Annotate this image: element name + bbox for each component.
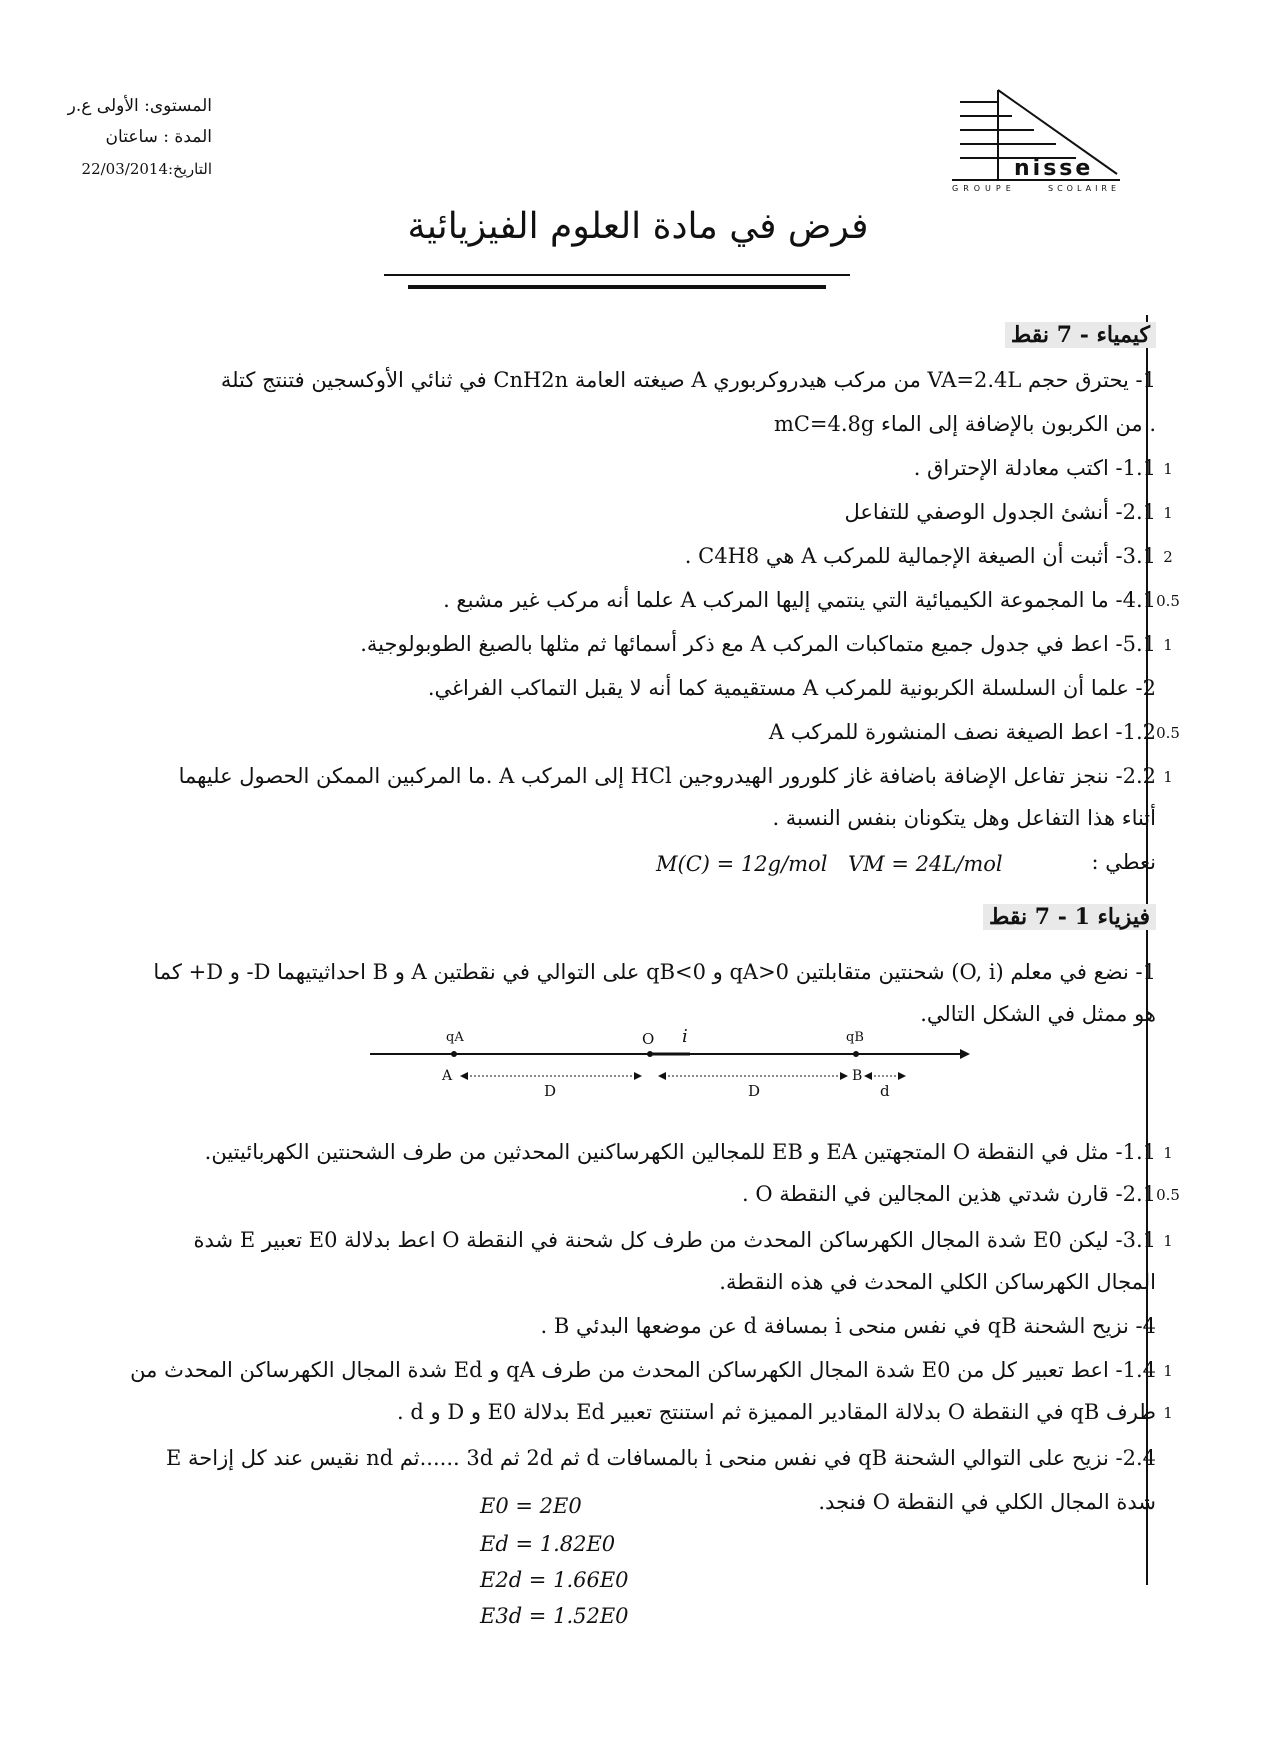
points-phys-q11: 1	[1163, 1144, 1173, 1162]
phys-q14-line1: 1.4- اعط تعبير كل من E0 شدة المجال الكهرساكن المحدث من طرف qA و Ed شدة المجال الكهرساكن المحدث من	[130, 1358, 1156, 1382]
points-phys-q21: 0.5	[1156, 1186, 1180, 1204]
phys-q21: 2.1- قارن شدتي هذين المجالين في النقطة O .	[742, 1182, 1156, 1206]
page-title: فرض في مادة العلوم الفيزيائية	[407, 206, 869, 247]
phys-q4: 4- نزيح الشحنة qB في نفس منحى i بمسافة d عن موضعها البدئي B .	[540, 1314, 1156, 1338]
label-qA: qA	[446, 1030, 464, 1045]
chem-q12: 1.2- اعط الصيغة نصف المنشورة للمركب A	[768, 720, 1156, 744]
phys-q31-line2: المجال الكهرساكن الكلي المحدث في هذه النقطة.	[719, 1270, 1156, 1294]
label-d: d	[880, 1082, 890, 1100]
result-E2d: E2d = 1.66E0	[480, 1568, 629, 1592]
chem-q11: 1.1- اكتب معادلة الإحتراق .	[913, 456, 1156, 480]
label-i: i	[682, 1026, 688, 1047]
points-phys-q14b: 1	[1163, 1404, 1173, 1422]
logo-name: nisse	[1014, 156, 1094, 181]
phys-q24-line2: شدة المجال الكلي في النقطة O فنجد.	[818, 1490, 1156, 1514]
level-label: المستوى: الأولى ع.ر	[67, 96, 212, 116]
chemistry-heading: كيمياء - 7 نقط	[1005, 322, 1156, 348]
logo-graphic	[952, 82, 1122, 200]
chem-q2: 2- علما أن السلسلة الكربونية للمركب A مستقيمية كما أنه لا يقبل التماكب الفراغي.	[427, 676, 1156, 700]
points-chem-q41: 0.5	[1156, 592, 1180, 610]
duration-label: المدة : ساعتان	[105, 127, 212, 147]
school-logo	[952, 82, 1122, 200]
phys-q14-line2: طرف qB في النقطة O بدلالة المقادير المميزة ثم استنتج تعبير Ed بدلالة E0 و D و d .	[397, 1400, 1156, 1424]
title-underline-1	[384, 274, 850, 276]
phys-q24-line1: 2.4- نزيح على التوالي الشحنة qB في نفس منحى i بالمسافات d ثم 2d ثم 3d ......ثم nd نقيس عند كل إزاحة E	[166, 1446, 1156, 1470]
title-underline-2	[408, 285, 826, 289]
logo-left-word: GROUPE	[952, 184, 1016, 193]
chem-q22-line2: أثناء هذا التفاعل وهل يتكونان بنفس النسبة .	[772, 806, 1156, 830]
label-B: B	[852, 1068, 863, 1084]
label-qB: qB	[846, 1030, 864, 1045]
label-D2: D	[748, 1082, 761, 1100]
phys-q1-line2: هو ممثل في الشكل التالي.	[920, 1002, 1156, 1026]
chem-q51: 5.1- اعط في جدول جميع متماكبات المركب A مع ذكر أسمائها ثم مثلها بالصيغ الطوبولوجية.	[360, 632, 1156, 656]
chem-q1-line1: 1- يحترق حجم VA=2.4L من مركب هيدروكربوري A صيغته العامة CnH2n في ثنائي الأوكسجين فتنتج كتلة	[220, 368, 1156, 392]
chem-q31: 3.1- أثبت أن الصيغة الإجمالية للمركب A هي C4H8 .	[684, 544, 1156, 568]
result-E3d: E3d = 1.52E0	[480, 1604, 629, 1628]
points-chem-q31: 2	[1163, 548, 1173, 566]
points-chem-q22: 1	[1163, 768, 1173, 786]
given-label: نعطي :	[1091, 850, 1156, 874]
points-chem-q51: 1	[1163, 636, 1173, 654]
result-E0: E0 = 2E0	[480, 1494, 582, 1518]
axis-diagram	[370, 1026, 970, 1100]
given-volume: VM = 24L/mol	[848, 852, 1003, 876]
points-chem-q21: 1	[1163, 504, 1173, 522]
chem-q41: 4.1- ما المجموعة الكيميائية التي ينتمي إليها المركب A علما أنه مركب غير مشبع .	[443, 588, 1156, 612]
date-label: التاريخ:22/03/2014	[81, 160, 212, 178]
given-mass: M(C) = 12g/mol	[656, 852, 828, 876]
label-D1: D	[544, 1082, 557, 1100]
chem-q22-line1: 2.2- ننجز تفاعل الإضافة باضافة غاز كلورور الهيدروجين HCl إلى المركب A .ما المركبين الممكن الحصول عليهما	[178, 764, 1156, 788]
phys-q31-line1: 3.1- ليكن E0 شدة المجال الكهرساكن المحدث من طرف كل شحنة في النقطة O اعط بدلالة E0 تعبير E شدة	[193, 1228, 1156, 1252]
chem-q1-line2: mC=4.8g من الكربون بالإضافة إلى الماء .	[773, 412, 1156, 436]
chem-q21: 2.1- أنشئ الجدول الوصفي للتفاعل	[844, 500, 1156, 524]
label-A: A	[442, 1068, 453, 1084]
points-phys-q31: 1	[1163, 1232, 1173, 1250]
points-chem-q11: 1	[1163, 460, 1173, 478]
physics-heading: فيزياء 1 - 7 نقط	[983, 904, 1156, 930]
phys-q1-line1: 1- نضع في معلم (O, i) شحنتين متقابلتين qA>0 و qB<0 على التوالي في نقطتين A و B احداثيتيهما D- و D+ كما	[153, 960, 1156, 984]
points-chem-q12: 0.5	[1156, 724, 1180, 742]
phys-q11: 1.1- مثل في النقطة O المتجهتين EA و EB للمجالين الكهرساكنين المحدثين من طرف الشحنتين الكهربائيتين.	[204, 1140, 1156, 1164]
result-Ed: Ed = 1.82E0	[480, 1532, 616, 1556]
label-O: O	[642, 1030, 655, 1048]
points-phys-q14a: 1	[1163, 1362, 1173, 1380]
logo-right-word: SCOLAIRE	[1048, 184, 1121, 193]
